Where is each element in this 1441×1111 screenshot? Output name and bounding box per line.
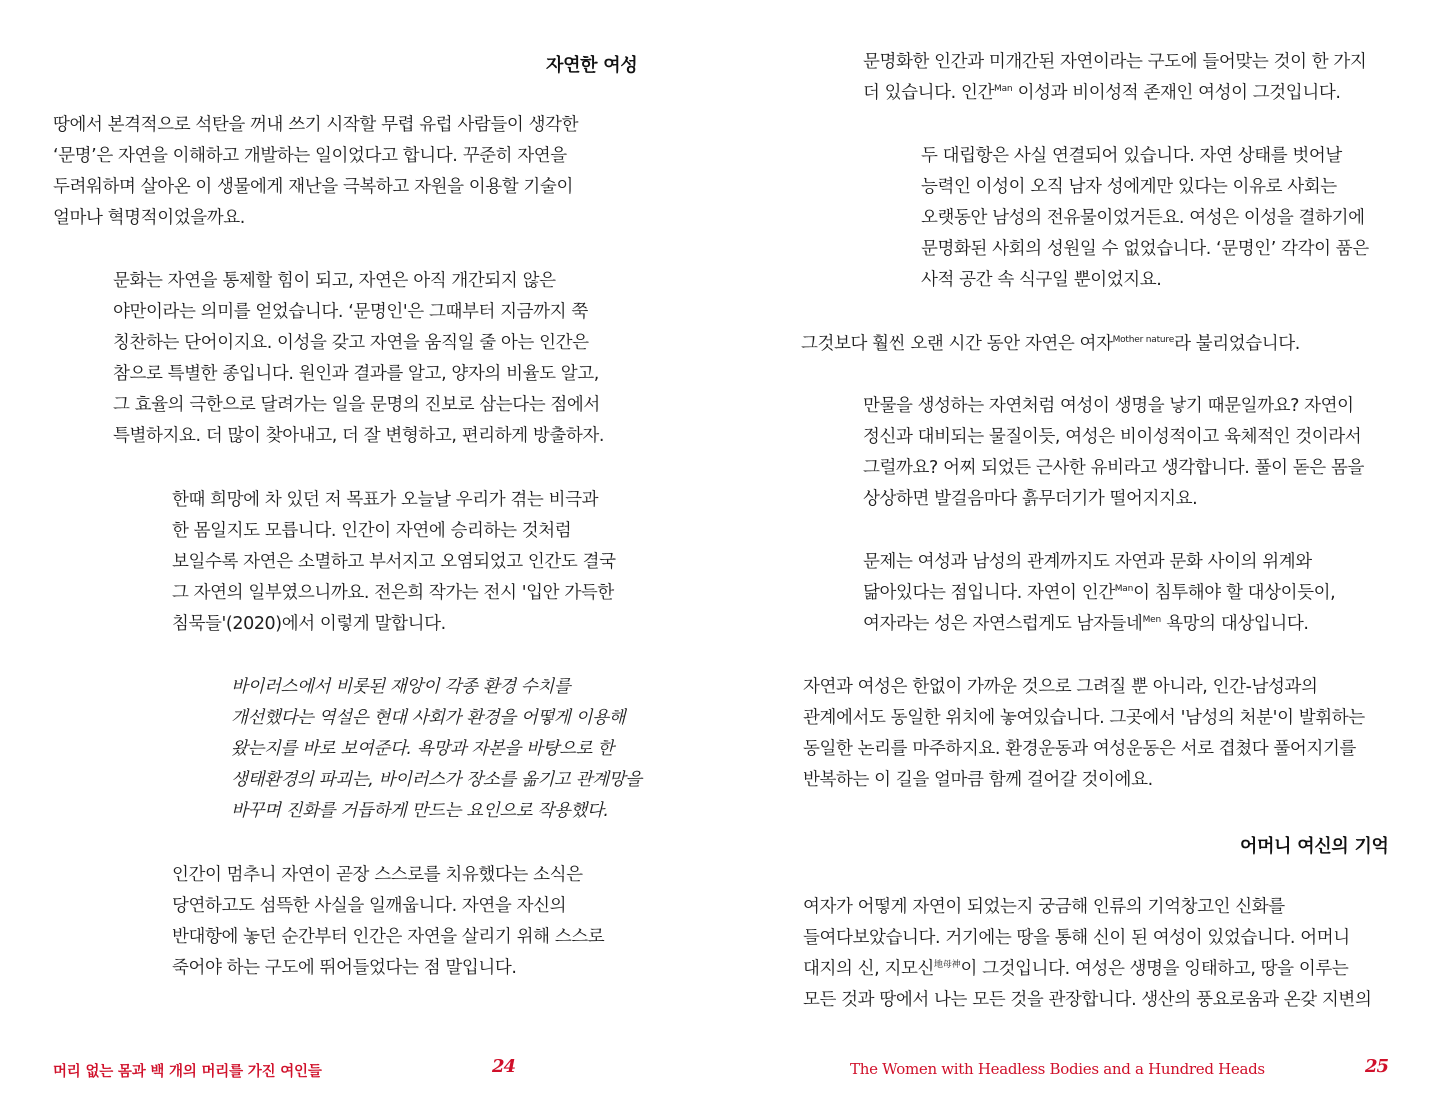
page-number: 24 xyxy=(492,1056,516,1077)
quote-line: 개선했다는 역설은 현대 사회가 환경을 어떻게 이용해 xyxy=(231,708,626,728)
superscript-gloss: Mother nature xyxy=(1112,335,1175,345)
text-run: 라 불리었습니다. xyxy=(1174,334,1300,354)
text-line: 정신과 대비되는 물질이듯, 여성은 비이성적이고 육체적인 것이라서 xyxy=(863,427,1362,447)
text-run: 여자라는 성은 자연스럽게도 남자들네 xyxy=(863,614,1143,634)
block-quote xyxy=(231,672,642,827)
paragraph xyxy=(172,860,604,984)
text-line: 문명화한 인간과 미개간된 자연이라는 구도에 들어맞는 것이 한 가지 xyxy=(863,52,1367,72)
text-line: 들여다보았습니다. 거기에는 땅을 통해 신이 된 여성이 있었습니다. 어머니 xyxy=(803,928,1350,948)
text-run: 닮아있다는 점입니다. 자연이 인간 xyxy=(863,583,1115,603)
text-line: 한때 희망에 차 있던 저 목표가 오늘날 우리가 겪는 비극과 xyxy=(172,490,599,510)
text-line: 특별하지요. 더 많이 찾아내고, 더 잘 변형하고, 편리하게 방출하자. xyxy=(113,426,605,446)
text-line: 사적 공간 속 식구일 뿐이었지요. xyxy=(921,270,1162,290)
text-line: 반대항에 놓던 순간부터 인간은 자연을 살리기 위해 스스로 xyxy=(172,927,605,947)
text-line: 여자가 어떻게 자연이 되었는지 궁금해 인류의 기억창고인 신화를 xyxy=(803,897,1285,917)
text-line xyxy=(863,78,1366,109)
text-line: 능력인 이성이 오직 남자 성에게만 있다는 이유로 사회는 xyxy=(921,177,1337,197)
superscript-gloss: Man xyxy=(994,84,1013,94)
text-line: 두 대립항은 사실 연결되어 있습니다. 자연 상태를 벗어날 xyxy=(921,146,1342,166)
text-line: 관계에서도 동일한 위치에 놓여있습니다. 그곳에서 '남성의 처분'이 발휘하는 xyxy=(803,708,1365,728)
text-line: 모든 것과 땅에서 나는 모든 것을 관장합니다. 생산의 풍요로움과 온갖 지변의 xyxy=(803,990,1372,1010)
section-heading: 자연한 여성 xyxy=(546,55,638,76)
text-run: 더 있습니다. 인간 xyxy=(863,83,995,103)
running-footer-title: The Women with Headless Bodies and a Hundred Heads xyxy=(850,1060,1265,1078)
quote-line: 바꾸며 진화를 거듭하게 만드는 요인으로 작용했다. xyxy=(231,801,609,821)
paragraph xyxy=(801,329,1300,360)
text-run: 이 그것입니다. 여성은 생명을 잉태하고, 땅을 이루는 xyxy=(960,959,1349,979)
paragraph xyxy=(113,266,604,452)
text-line: 두려워하며 살아온 이 생물에게 재난을 극복하고 자원을 이용할 기술이 xyxy=(53,177,573,197)
paragraph xyxy=(863,547,1335,640)
paragraph xyxy=(921,141,1369,296)
quote-line: 생태환경의 파괴는, 바이러스가 장소를 옮기고 관계망을 xyxy=(231,770,642,790)
text-line: 문명화된 사회의 성원일 수 없었습니다. ‘문명인’ 각각이 품은 xyxy=(921,239,1369,259)
text-line: 보일수록 자연은 소멸하고 부서지고 오염되었고 인간도 결국 xyxy=(172,552,616,572)
text-run: 이성과 비이성적 존재인 여성이 그것입니다. xyxy=(1012,83,1341,103)
paragraph xyxy=(803,892,1371,1016)
text-run: 욕망의 대상입니다. xyxy=(1161,614,1309,634)
quote-line: 바이러스에서 비롯된 재앙이 각종 환경 수치를 xyxy=(231,677,571,697)
running-footer-title: 머리 없는 몸과 백 개의 머리를 가진 여인들 xyxy=(53,1063,322,1080)
superscript-gloss: Man xyxy=(1114,584,1134,594)
text-line: 한 몸일지도 모릅니다. 인간이 자연에 승리하는 것처럼 xyxy=(172,521,572,541)
text-line xyxy=(863,609,1335,640)
text-line: 인간이 멈추니 자연이 곧장 스스로를 치유했다는 소식은 xyxy=(172,865,583,885)
text-line: 상상하면 발걸음마다 흙무더기가 떨어지지요. xyxy=(863,489,1198,509)
text-run: 그것보다 훨씬 오랜 시간 동안 자연은 여자 xyxy=(801,334,1113,354)
text-line: 얼마나 혁명적이었을까요. xyxy=(53,208,245,228)
text-line: 동일한 논리를 마주하지요. 환경운동과 여성운동은 서로 겹쳤다 풀어지기를 xyxy=(803,739,1356,759)
right-page xyxy=(720,0,1441,1111)
superscript-gloss: Men xyxy=(1142,615,1161,625)
left-page xyxy=(0,0,720,1111)
section-heading: 어머니 여신의 기억 xyxy=(1240,836,1389,857)
text-line: 그 자연의 일부였으니까요. 전은희 작가는 전시 '입안 가득한 xyxy=(172,583,614,603)
text-line: 오랫동안 남성의 전유물이었거든요. 여성은 이성을 결하기에 xyxy=(921,208,1365,228)
superscript-gloss: 地母神 xyxy=(934,960,961,970)
page-number: 25 xyxy=(1365,1056,1389,1077)
text-line: 침묵들'(2020)에서 이렇게 말합니다. xyxy=(172,614,446,634)
text-line: 그 효율의 극한으로 달려가는 일을 문명의 진보로 삼는다는 점에서 xyxy=(113,395,600,415)
text-line: ‘문명’은 자연을 이해하고 개발하는 일이었다고 합니다. 꾸준히 자연을 xyxy=(53,146,567,166)
text-line: 문화는 자연을 통제할 힘이 되고, 자연은 아직 개간되지 않은 xyxy=(113,271,556,291)
text-line: 문제는 여성과 남성의 관계까지도 자연과 문화 사이의 위계와 xyxy=(863,552,1312,572)
text-line: 자연과 여성은 한없이 가까운 것으로 그려질 뿐 아니라, 인간-남성과의 xyxy=(803,677,1318,697)
text-line: 야만이라는 의미를 얻었습니다. ‘문명인'은 그때부터 지금까지 쭉 xyxy=(113,302,588,322)
text-line xyxy=(801,329,1300,360)
text-line: 그럴까요? 어찌 되었든 근사한 유비라고 생각합니다. 풀이 돋은 몸을 xyxy=(863,458,1364,478)
text-line: 당연하고도 섬뜩한 사실을 일깨웁니다. 자연을 자신의 xyxy=(172,896,567,916)
paragraph xyxy=(803,672,1365,796)
text-line: 만물을 생성하는 자연처럼 여성이 생명을 낳기 때문일까요? 자연이 xyxy=(863,396,1354,416)
text-line: 참으로 특별한 종입니다. 원인과 결과를 알고, 양자의 비율도 알고, xyxy=(113,364,599,384)
paragraph xyxy=(863,47,1366,109)
text-line: 땅에서 본격적으로 석탄을 꺼내 쓰기 시작할 무렵 유럽 사람들이 생각한 xyxy=(53,115,579,135)
paragraph xyxy=(172,485,616,640)
text-run: 대지의 신, 지모신 xyxy=(803,959,935,979)
text-run: 이 침투해야 할 대상이듯이, xyxy=(1133,583,1336,603)
quote-line: 왔는지를 바로 보여준다. 욕망과 자본을 바탕으로 한 xyxy=(231,739,614,759)
text-line xyxy=(863,578,1335,609)
text-line: 반복하는 이 길을 얼마큼 함께 걸어갈 것이에요. xyxy=(803,770,1153,790)
text-line: 칭찬하는 단어이지요. 이성을 갖고 자연을 움직일 줄 아는 인간은 xyxy=(113,333,589,353)
text-line xyxy=(803,954,1371,985)
paragraph xyxy=(863,391,1364,515)
text-line: 죽어야 하는 구도에 뛰어들었다는 점 말입니다. xyxy=(172,958,517,978)
paragraph xyxy=(53,110,578,234)
